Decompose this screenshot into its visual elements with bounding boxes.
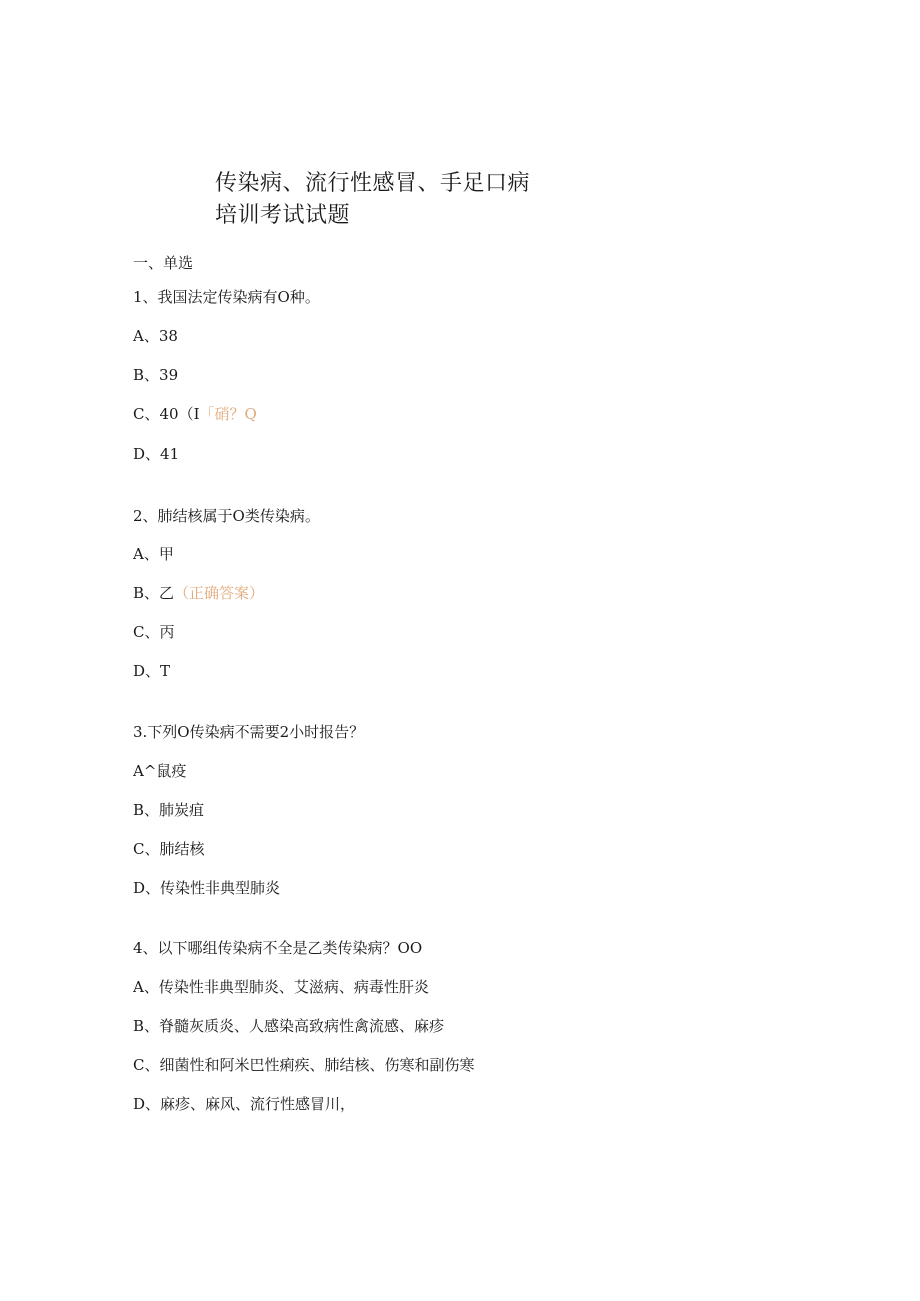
question-1-answer-mark: 「硝？Q: [199, 405, 257, 423]
question-4-option-d: D、麻疹、麻风、流行性感冒川，: [133, 1095, 356, 1113]
question-1-option-a: A、38: [133, 327, 178, 345]
question-1-option-c: [133, 404, 257, 424]
question-3-option-c: C、肺结核: [133, 840, 205, 858]
document-title-line-1: 传染病、流行性感冒、手足口病: [215, 171, 531, 196]
question-4-option-b: B、脊髓灰质炎、人感染高致病性禽流感、麻疹: [133, 1017, 445, 1035]
question-2-option-a: A、甲: [133, 545, 174, 563]
question-2-option-b: [133, 583, 264, 603]
question-2-option-d: D、T: [133, 662, 171, 680]
question-1-option-d: D、41: [133, 445, 180, 463]
question-1-option-c-text: C、40（I: [133, 405, 200, 423]
question-4-option-a: A、传染性非典型肺炎、艾滋病、病毒性肝炎: [133, 978, 429, 996]
question-3-option-d: D、传染性非典型肺炎: [133, 879, 281, 897]
document-title-line-2: 培训考试试题: [215, 203, 351, 228]
question-3-option-a: A^鼠疫: [133, 762, 187, 780]
question-3-stem: 3.下列O传染病不需要2小时报告？: [133, 723, 365, 741]
question-4-stem: 4、以下哪组传染病不全是乙类传染病？OO: [133, 939, 423, 957]
question-2-answer-mark: （正确答案）: [174, 584, 265, 602]
section-heading: 一、单选: [133, 254, 194, 272]
question-1-option-b: B、39: [133, 366, 179, 384]
question-4-option-c: C、细菌性和阿米巴性痢疾、肺结核、伤寒和副伤寒: [133, 1056, 475, 1074]
question-2-stem: 2、肺结核属于O类传染病。: [133, 507, 320, 525]
question-2-option-c: C、丙: [133, 623, 175, 641]
question-3-option-b: B、肺炭疽: [133, 801, 205, 819]
question-2-option-b-text: B、乙: [133, 584, 175, 602]
question-1-stem: 1、我国法定传染病有O种。: [133, 288, 320, 306]
